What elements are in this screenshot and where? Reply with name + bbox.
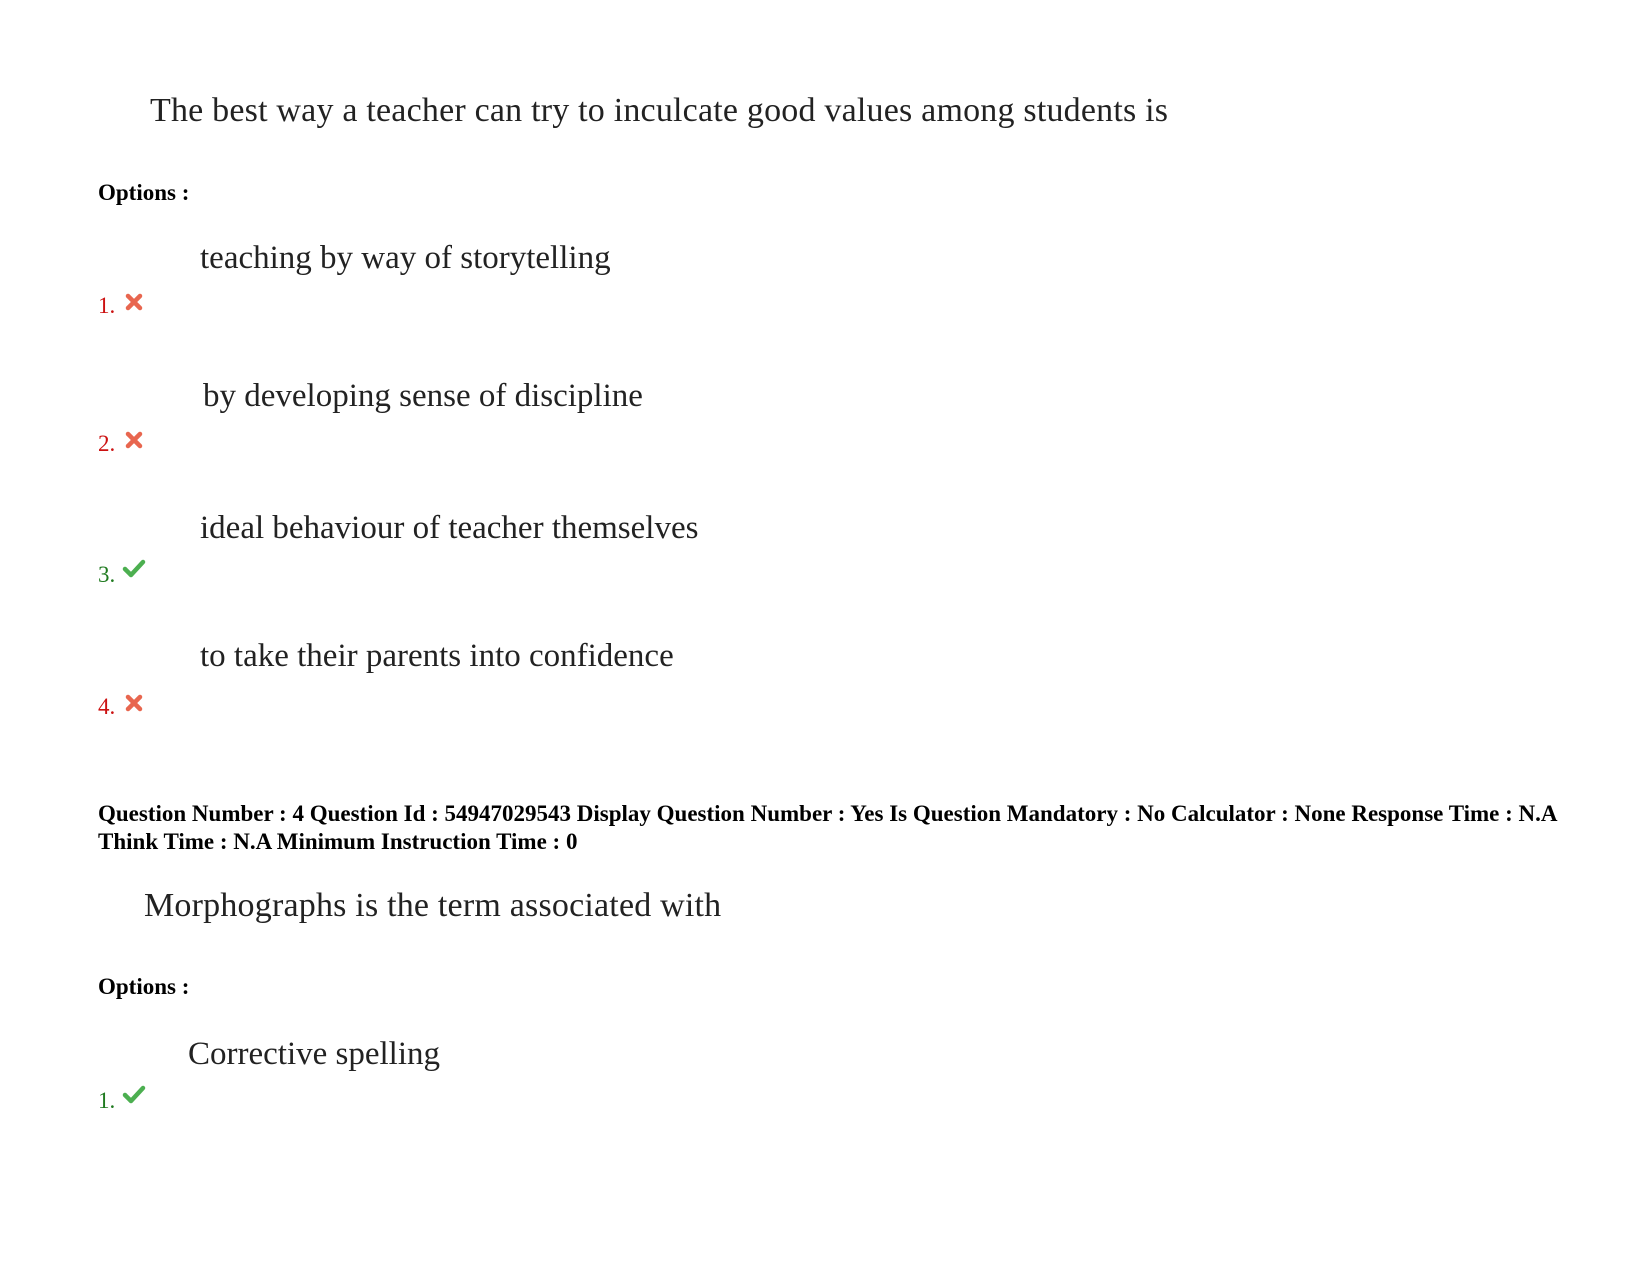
cross-icon [124, 292, 144, 312]
option-number: 3. [98, 562, 116, 587]
question-meta: Question Number : 4 Question Id : 54947029543 Display Question Number : Yes Is Question Mandatory : No Calculator : None Response Time : N.A Think Time : N.A Minimum Instruction Time : 0 [98, 801, 1557, 854]
option-text: by developing sense of discipline [203, 378, 643, 414]
question-text: The best way a teacher can try to inculcate good values among students is [150, 92, 1169, 129]
check-icon [122, 1084, 146, 1104]
option-text: to take their parents into confidence [200, 638, 674, 674]
option-text: teaching by way of storytelling [200, 240, 611, 276]
cross-icon [124, 693, 144, 713]
options-label: Options : [98, 974, 190, 999]
check-icon [122, 558, 146, 578]
options-label: Options : [98, 180, 190, 205]
question-text: Morphographs is the term associated with [144, 887, 722, 924]
option-number: 1. [98, 1088, 116, 1113]
cross-icon [124, 430, 144, 450]
option-number: 4. [98, 694, 116, 719]
option-text: ideal behaviour of teacher themselves [200, 510, 699, 546]
option-number: 2. [98, 431, 116, 456]
option-text: Corrective spelling [188, 1036, 441, 1072]
option-number: 1. [98, 293, 116, 318]
